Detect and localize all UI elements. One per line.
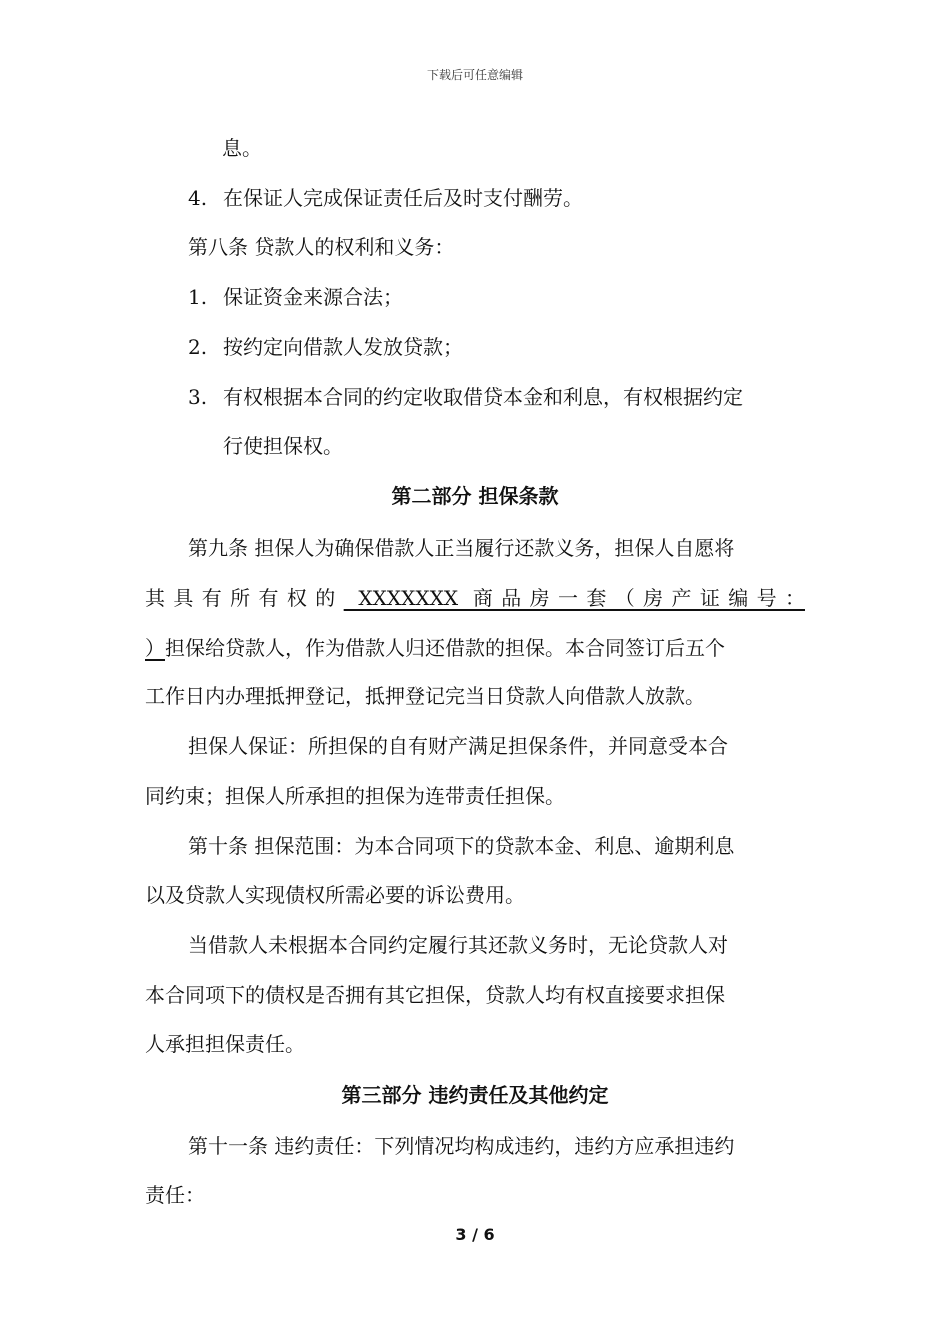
default-clause-line: 人承担担保责任。 <box>145 1032 305 1056</box>
guarantor-line: 担保人保证：所担保的自有财产满足担保条件，并同意受本合 <box>188 734 728 758</box>
part-3-heading: 第三部分 违约责任及其他约定 <box>341 1083 609 1107</box>
article-9-line <box>145 583 805 613</box>
part-2-heading: 第二部分 担保条款 <box>391 484 559 508</box>
list-text: 保证资金来源合法； <box>223 285 403 309</box>
page-header: 下载后可任意编辑 <box>426 68 523 82</box>
guarantor-line: 同约束；担保人所承担的担保为连带责任担保。 <box>145 784 565 808</box>
article-9-line: 工作日内办理抵押登记，抵押登记完当日贷款人向借款人放款。 <box>145 684 705 708</box>
article-8-title: 第八条 贷款人的权利和义务： <box>188 235 455 259</box>
continuation-text: 息。 <box>222 136 262 160</box>
property-blank-end: ） <box>145 636 165 660</box>
article-9-text: 其具有所有权的 <box>145 586 344 610</box>
list-text-continuation: 行使担保权。 <box>223 434 343 458</box>
default-clause-line: 当借款人未根据本合同约定履行其还款义务时，无论贷款人对 <box>188 933 728 957</box>
list-text: 在保证人完成保证责任后及时支付酬劳。 <box>223 186 583 210</box>
article-10-line: 第十条 担保范围：为本合同项下的贷款本金、利息、逾期利息 <box>188 834 735 858</box>
article-9-line: 第九条 担保人为确保借款人正当履行还款义务，担保人自愿将 <box>188 536 735 560</box>
article-9-text: 担保给贷款人，作为借款人归还借款的担保。本合同签订后五个 <box>165 636 725 660</box>
list-number: 4. <box>188 186 208 210</box>
default-clause-line: 本合同项下的债权是否拥有其它担保，贷款人均有权直接要求担保 <box>145 983 725 1007</box>
article-9-line <box>145 633 725 663</box>
article-11-line: 责任： <box>145 1183 205 1207</box>
list-text: 有权根据本合同的约定收取借贷本金和利息，有权根据约定 <box>223 385 743 409</box>
list-number: 1. <box>188 285 208 309</box>
page-number: 3 / 6 <box>455 1225 495 1244</box>
list-number: 2. <box>188 335 208 359</box>
article-10-line: 以及贷款人实现债权所需必要的诉讼费用。 <box>145 883 525 907</box>
list-number: 3. <box>188 385 208 409</box>
list-text: 按约定向借款人发放贷款； <box>223 335 463 359</box>
article-11-line: 第十一条 违约责任：下列情况均构成违约，违约方应承担违约 <box>188 1134 735 1158</box>
property-blank: XXXXXXX 商品房一套（房产证编号： <box>343 586 805 610</box>
